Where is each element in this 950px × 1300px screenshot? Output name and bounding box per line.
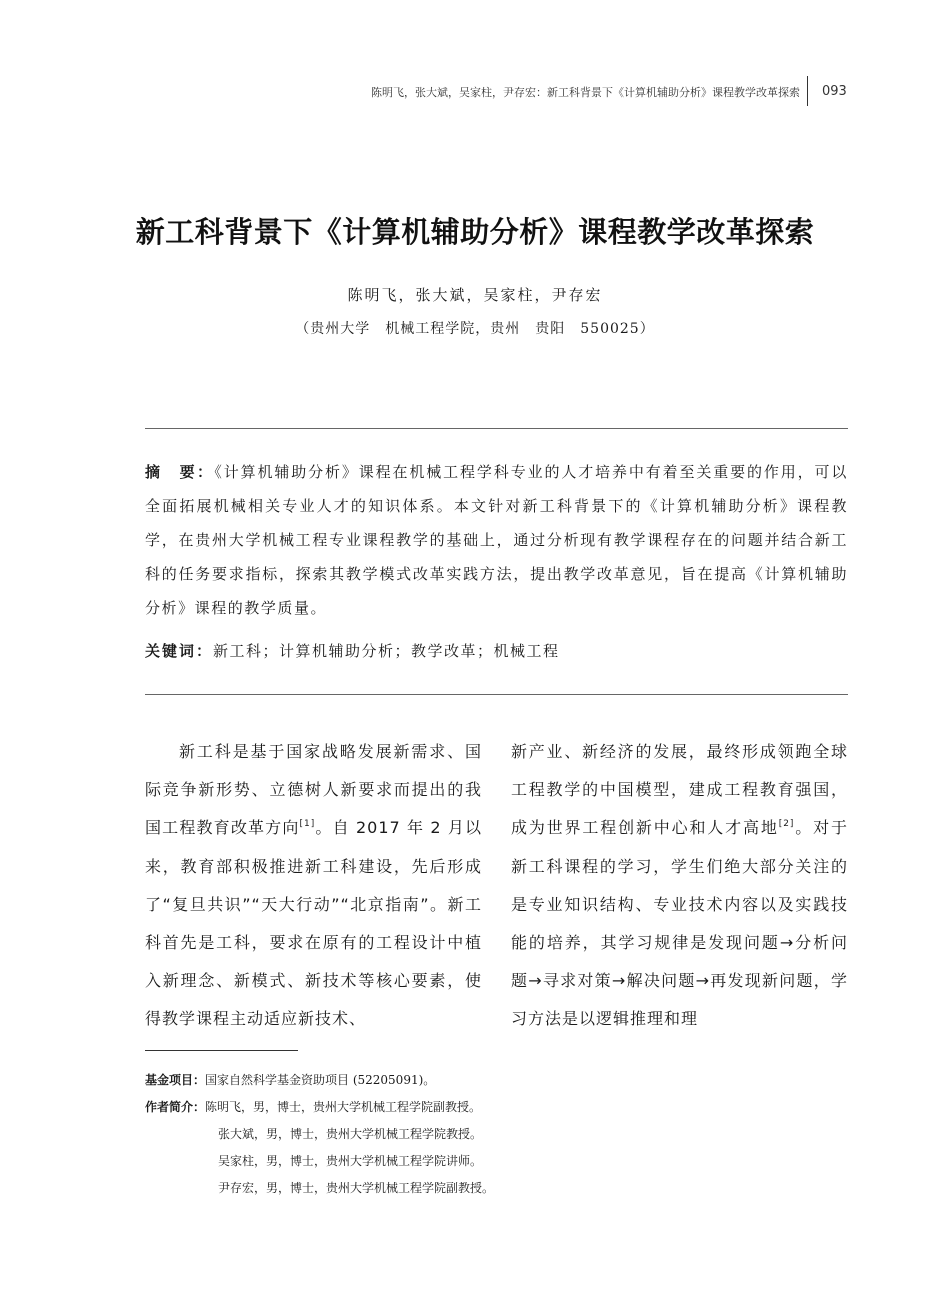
abstract bbox=[145, 455, 848, 625]
page-number: 093 bbox=[822, 84, 847, 99]
body-paragraph bbox=[511, 733, 848, 1039]
abstract-text: 《计算机辅助分析》课程在机械工程学科专业的人才培养中有着至关重要的作用，可以全面拓展机械相关专业人才的知识体系。本文针对新工科背景下的《计算机辅助分析》课程教学，在贵州大学机械工程专业课程教学的基础上，通过分析现有教学课程存在的问题并结合新工科的任务要求指标，探索其教学模式改革实践方法，提出教学改革意见，旨在提高《计算机辅助分析》课程的教学质量。 bbox=[145, 463, 848, 617]
body-text: 。自 2017 年 2 月以来，教育部积极推进新工科建设，先后形成了“复旦共识”“天大行动”“北京指南”。新工科首先是工科，要求在原有的工程设计中植入新理念、新模式、新技术等核心要素，使得教学课程主动适应新技术、 bbox=[145, 818, 482, 1029]
citation-ref-2[interactable]: [2] bbox=[778, 819, 795, 830]
author-bio-line: 张大斌，男，博士，贵州大学机械工程学院教授。 bbox=[218, 1127, 483, 1141]
author-bio-line: 吴家柱，男，博士，贵州大学机械工程学院讲师。 bbox=[218, 1154, 483, 1168]
keywords-text: 新工科；计算机辅助分析；教学改革；机械工程 bbox=[213, 642, 560, 660]
author-bio-label: 作者简介： bbox=[145, 1100, 206, 1114]
body-text: 新产业、新经济的发展，最终形成领跑全球工程教学的中国模型，建成工程教育强国，成为世界工程创新中心和人才高地 bbox=[511, 742, 848, 838]
body-column-left bbox=[145, 733, 482, 1039]
author-bio-note bbox=[145, 1094, 481, 1121]
fund-text: 国家自然科学基金资助项目 (52205091)。 bbox=[205, 1073, 436, 1087]
paper-title: 新工科背景下《计算机辅助分析》课程教学改革探索 bbox=[135, 215, 815, 249]
running-head: 陈明飞，张大斌，吴家柱，尹存宏：新工科背景下《计算机辅助分析》课程教学改革探索 bbox=[371, 86, 800, 99]
abstract-bottom-rule bbox=[145, 694, 848, 695]
affiliation: （贵州大学 机械工程学院，贵州 贵阳 550025） bbox=[295, 321, 655, 337]
body-paragraph bbox=[145, 733, 482, 1039]
footnote-rule bbox=[145, 1050, 298, 1051]
header-divider bbox=[807, 76, 808, 106]
keywords-label: 关键词： bbox=[145, 642, 214, 660]
fund-label: 基金项目： bbox=[145, 1073, 206, 1087]
abstract-label: 摘 要： bbox=[145, 463, 215, 481]
body-column-right bbox=[511, 733, 848, 1039]
author-bio-line: 尹存宏，男，博士，贵州大学机械工程学院副教授。 bbox=[218, 1181, 495, 1195]
keywords bbox=[145, 634, 848, 668]
body-text: 。对于新工科课程的学习，学生们绝大部分关注的是专业知识结构、专业技术内容以及实践技能的培养，其学习规律是发现问题→分析问题→寻求对策→解决问题→再发现新问题，学习方法是以逻辑推理和理 bbox=[511, 818, 848, 1029]
author-bio-line: 陈明飞，男，博士，贵州大学机械工程学院副教授。 bbox=[205, 1100, 482, 1114]
fund-note bbox=[145, 1067, 435, 1094]
body-text: 新工科是基于国家战略发展新需求、国际竞争新形势、立德树人新要求而提出的我国工程教育改革方向 bbox=[145, 742, 482, 838]
citation-ref-1[interactable]: [1] bbox=[299, 819, 316, 830]
abstract-top-rule bbox=[145, 428, 848, 429]
author-list: 陈明飞，张大斌，吴家柱，尹存宏 bbox=[347, 286, 603, 304]
